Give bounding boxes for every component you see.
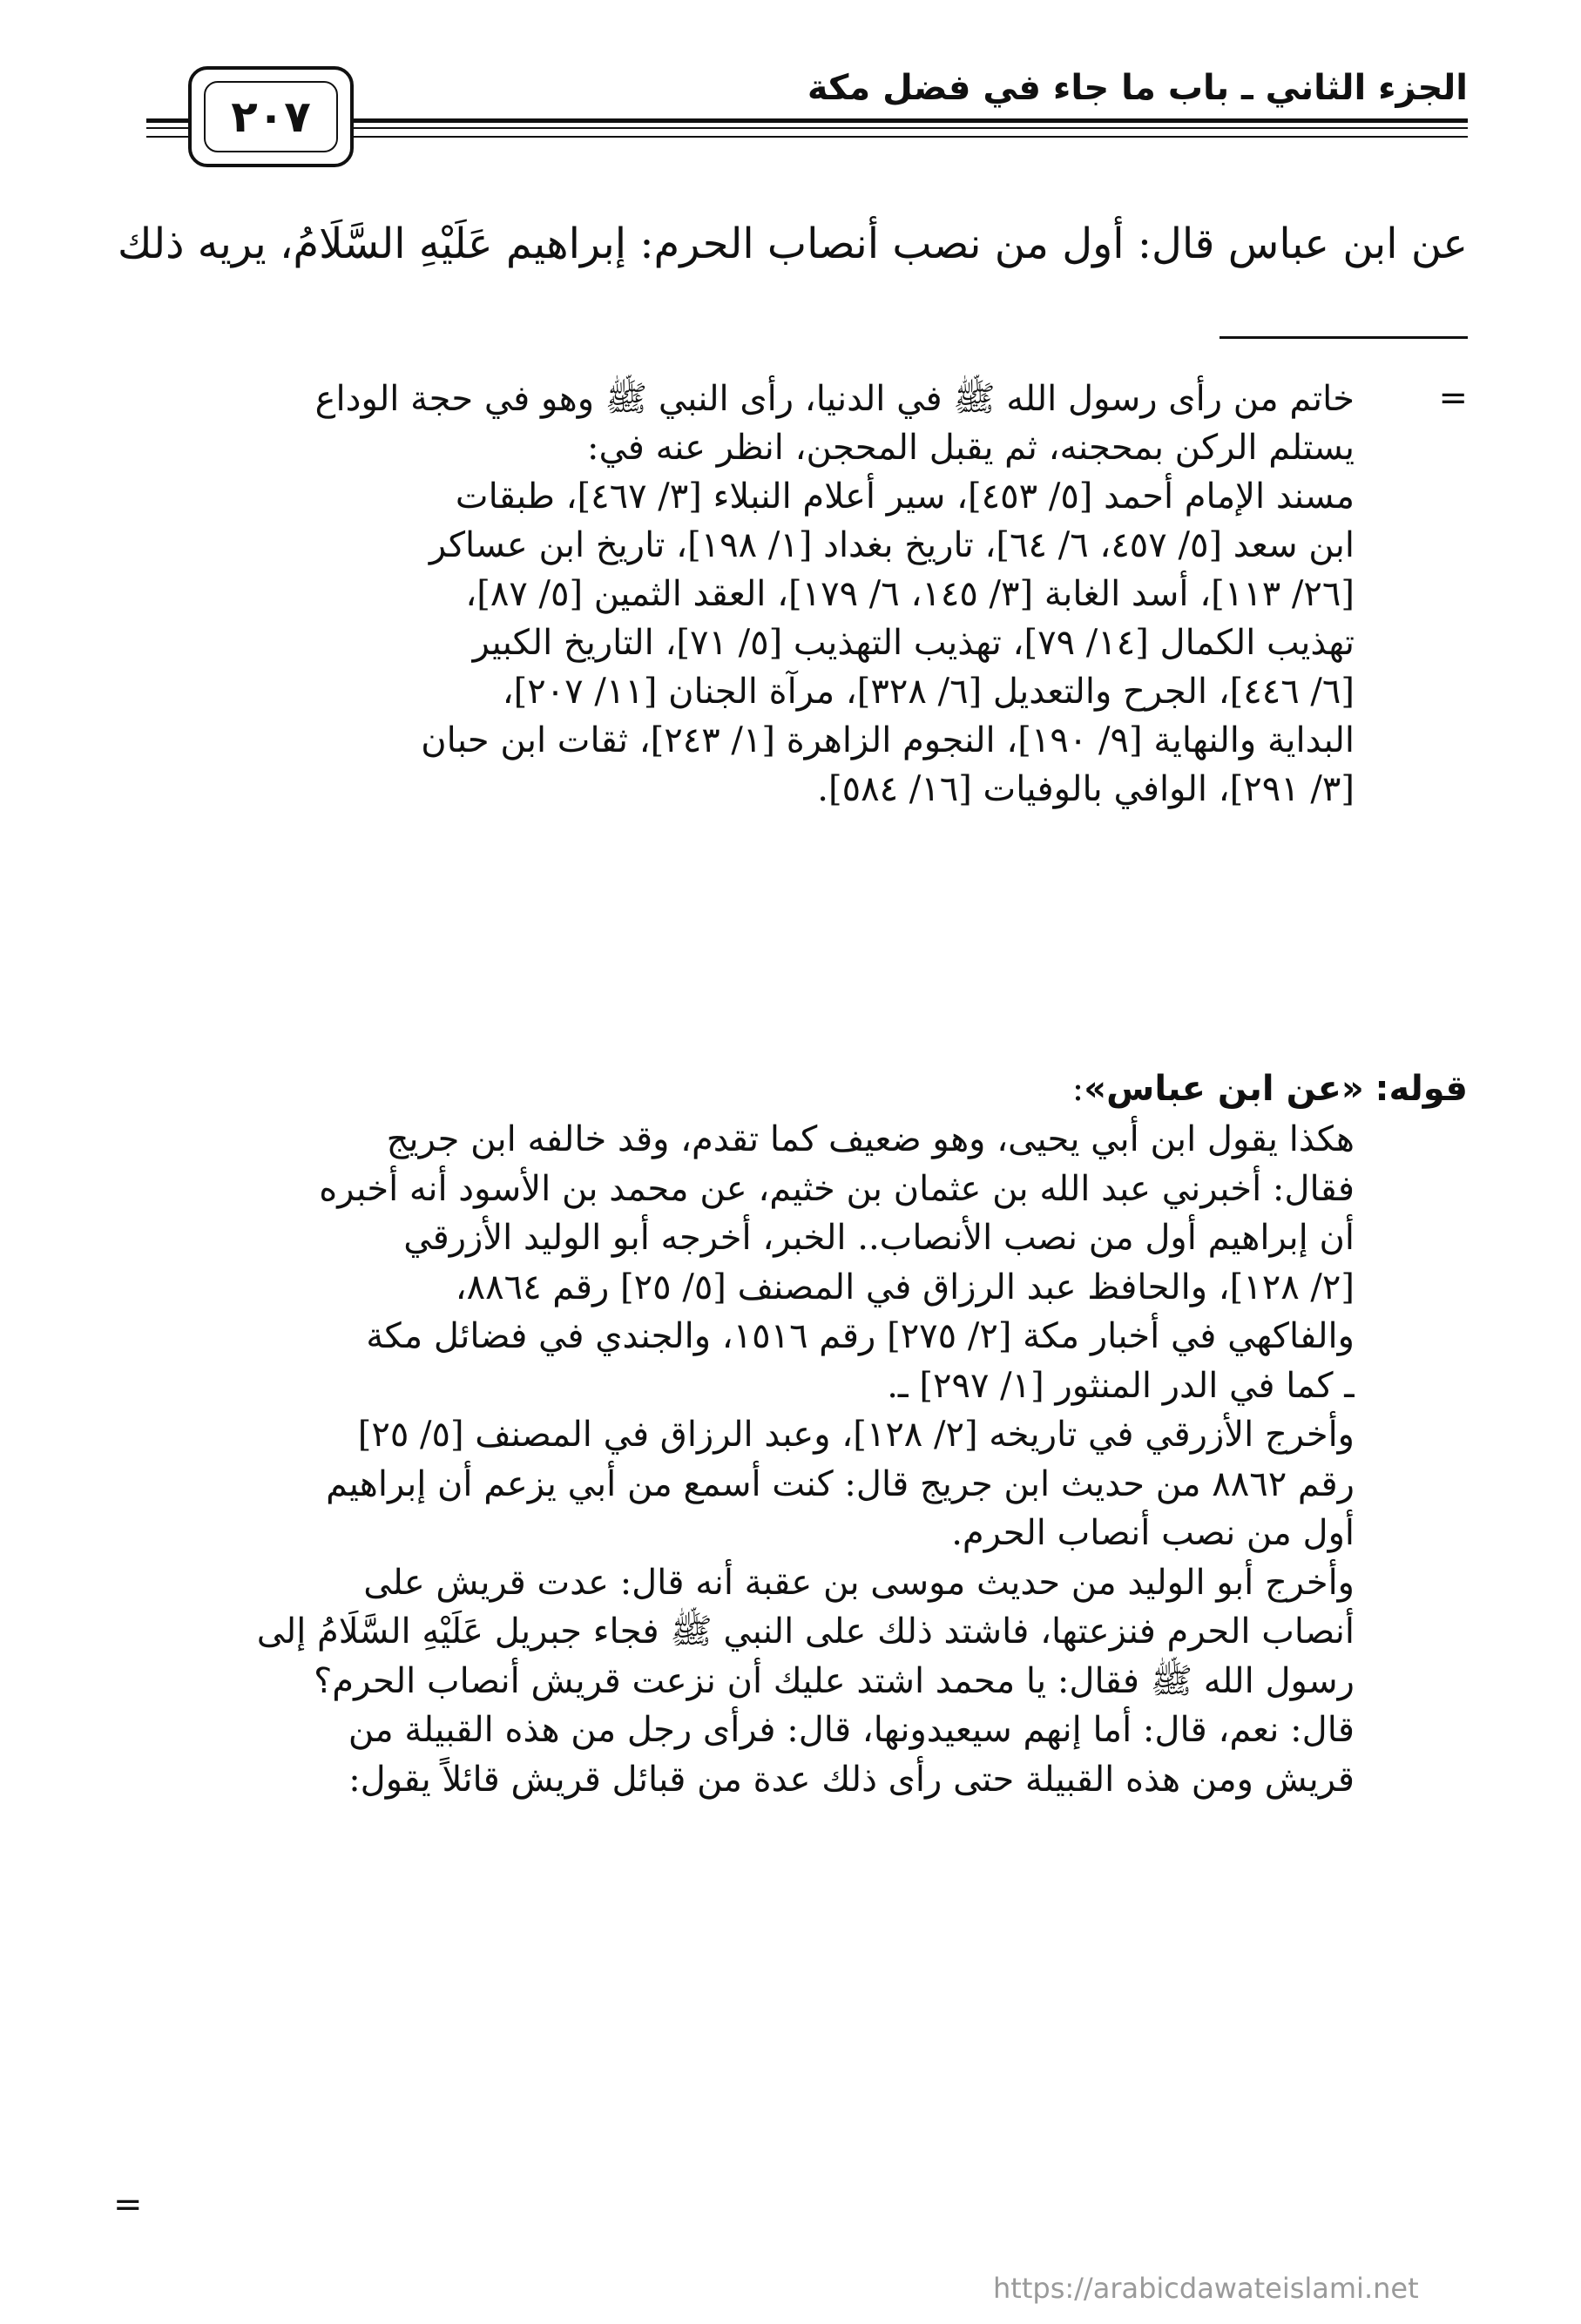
commentary-line: أنصاب الحرم فنزعتها، فاشتد ذلك على النبي ﷺ فجاء جبريل عَلَيْهِ السَّلَامُ إلى (256, 1611, 1355, 1652)
commentary-block (144, 1115, 1355, 1804)
footnote-line: البداية والنهاية [٩/ ١٩٠]، النجوم الزاهرة [١/ ٢٤٣]، ثقات ابن حبان (421, 720, 1355, 760)
commentary-line: فقال: أخبرني عبد الله بن عثمان بن خثيم، عن محمد بن الأسود أنه أخبره (319, 1168, 1355, 1209)
commentary-line: قال: نعم، قال: أما إنهم سيعيدونها، قال: فرأى رجل من هذه القبيلة من (348, 1710, 1355, 1750)
footnote-line: تهذيب الكمال [١٤/ ٧٩]، تهذيب التهذيب [٥/ ٧١]، التاريخ الكبير (472, 623, 1355, 663)
footnote-line: [٣/ ٢٩١]، الوافي بالوفيات [١٦/ ٥٨٤]. (817, 769, 1355, 809)
footnote-line: مسند الإمام أحمد [٥/ ٤٥٣]، سير أعلام النبلاء [٣/ ٤٦٧]، طبقات (455, 476, 1355, 517)
footnote-line: [٦/ ٤٤٦]، الجرح والتعديل [٦/ ٣٢٨]، مرآة الجنان [١١/ ٢٠٧]، (502, 672, 1355, 712)
footnote-separator (1220, 336, 1468, 339)
page-number-frame (188, 66, 354, 167)
commentary-line: قريش ومن هذه القبيلة حتى رأى ذلك عدة من قبائل قريش قائلاً يقول: (348, 1759, 1355, 1800)
footnote-line: خاتم من رأى رسول الله ﷺ في الدنيا، رأى النبي ﷺ وهو في حجة الوداع (314, 379, 1355, 419)
commentary-label: قوله: (1375, 1069, 1468, 1109)
commentary-colon: : (1071, 1069, 1084, 1109)
commentary-line: [٢/ ١٢٨]، والحافظ عبد الرزاق في المصنف [٥/ ٢٥] رقم ٨٨٦٤، (455, 1267, 1355, 1307)
commentary-line: وأخرج أبو الوليد من حديث موسى بن عقبة أنه قال: عدت قريش على (363, 1562, 1355, 1603)
commentary-line: رقم ٨٨٦٢ من حديث ابن جريج قال: كنت أسمع من أبي يزعم أن إبراهيم (326, 1463, 1355, 1504)
commentary-line: وأخرج الأزرقي في تاريخه [٢/ ١٢٨]، وعبد الرزاق في المصنف [٥/ ٢٥] (357, 1415, 1355, 1455)
continuation-mark-bottom: = (113, 2185, 143, 2225)
commentary-line: أن إبراهيم أول من نصب الأنصاب.. الخبر، أخرجه أبو الوليد الأزرقي (403, 1218, 1355, 1258)
commentary-heading (144, 1064, 1468, 1113)
commentary-line: أول من نصب أنصاب الحرم. (951, 1513, 1355, 1553)
commentary-line: والفاكهي في أخبار مكة [٢/ ٢٧٥] رقم ١٥١٦، والجندي في فضائل مكة (366, 1316, 1355, 1356)
footnote-line: يستلم الركن بمحجنه، ثم يقبل المحجن، انظر عنه في: (586, 428, 1355, 468)
footnote-line: ابن سعد [٥/ ٤٥٧، ٦/ ٦٤]، تاريخ بغداد [١/ ١٩٨]، تاريخ ابن عساكر (429, 525, 1355, 565)
page-number: ٢٠٧ (204, 81, 338, 152)
commentary-quote: «عن ابن عباس» (1084, 1069, 1364, 1109)
running-header: الجزء الثاني ـ باب ما جاء في فضل مكة (807, 68, 1468, 108)
commentary-line: رسول الله ﷺ فقال: يا محمد اشتد عليك أن نزعت قريش أنصاب الحرم؟ (314, 1660, 1355, 1701)
footnote-line: [٢٦/ ١١٣]، أسد الغابة [٣/ ١٤٥، ٦/ ١٧٩]، العقد الثمين [٥/ ٨٧]، (465, 574, 1355, 614)
main-text: عن ابن عباس قال: أول من نصب أنصاب الحرم: إبراهيم عَلَيْهِ السَّلَامُ، يريه ذلك (118, 220, 1468, 268)
commentary-line: هكذا يقول ابن أبي يحيى، وهو ضعيف كما تقدم، وقد خالفه ابن جريج (386, 1119, 1355, 1159)
continuation-mark-top: = (1438, 378, 1468, 418)
watermark-url: https://arabicdawateislami.net (993, 2272, 1419, 2305)
commentary-line: ـ كما في الدر المنثور [١/ ٢٩٧] ـ. (887, 1365, 1355, 1406)
footnote-block (144, 375, 1355, 814)
